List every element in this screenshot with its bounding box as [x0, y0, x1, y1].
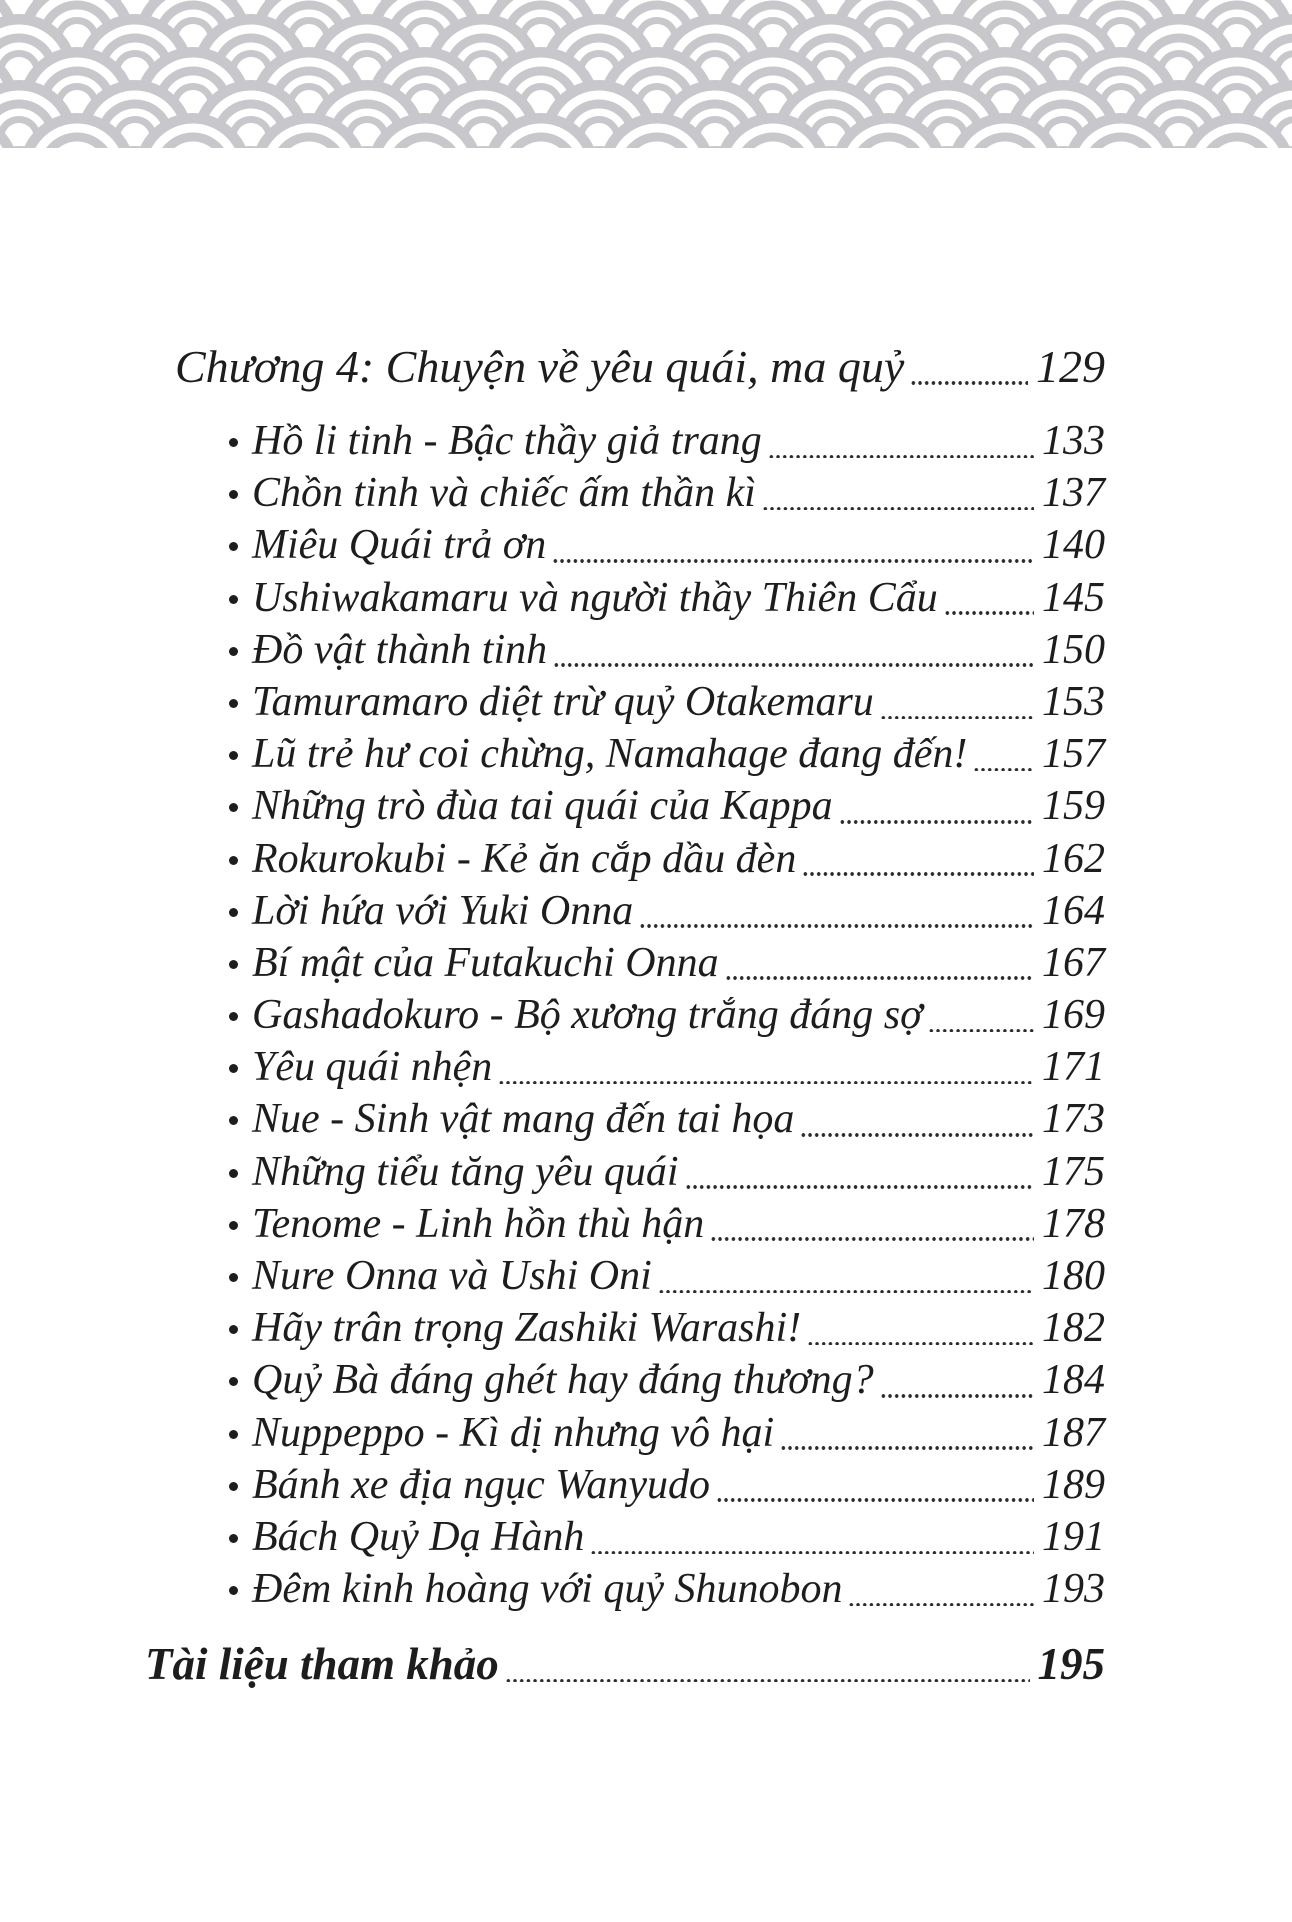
dot-leader [716, 1498, 1034, 1502]
toc-entry-row [145, 989, 1105, 1041]
toc-entry-row [145, 624, 1105, 676]
dot-leader [880, 1394, 1034, 1398]
bullet-icon [229, 542, 238, 551]
entry-page-number: 184 [1042, 1357, 1105, 1404]
dot-leader [910, 381, 1028, 385]
bullet-icon [229, 1221, 238, 1230]
bullet-icon [229, 1430, 238, 1439]
entry-title: Nure Onna và Ushi Oni [252, 1253, 652, 1299]
toc-entry-row [145, 885, 1105, 937]
dot-leader [780, 1446, 1034, 1450]
toc-entry-row [145, 1354, 1105, 1406]
entry-title: Gashadokuro - Bộ xương trắng đáng sợ [252, 992, 923, 1039]
bullet-icon [229, 1534, 238, 1543]
toc-entry-row [145, 1198, 1105, 1250]
chapter-title: Chương 4: Chuyện về yêu quái, ma quỷ [175, 341, 905, 392]
bullet-icon [229, 1169, 238, 1178]
entry-page-number: 171 [1042, 1044, 1105, 1091]
entry-title: Nue - Sinh vật mang đến tai họa [252, 1096, 795, 1143]
dot-leader [800, 1133, 1034, 1137]
dot-leader [590, 1551, 1034, 1555]
dot-leader [553, 663, 1034, 667]
dot-leader [552, 559, 1034, 563]
toc-entry-row [145, 1093, 1105, 1145]
entry-title: Tamuramaro diệt trừ quỷ Otakemaru [252, 678, 874, 725]
entry-page-number: 150 [1042, 626, 1105, 673]
toc-entry-row [145, 1459, 1105, 1511]
entry-title: Bánh xe địa ngục Wanyudo [252, 1461, 711, 1508]
entry-page-number: 193 [1042, 1566, 1105, 1613]
entry-page-number: 133 [1042, 418, 1105, 464]
entry-page-number: 159 [1042, 783, 1105, 830]
entry-title: Hãy trân trọng Zashiki Warashi! [252, 1305, 802, 1352]
toc-entry-row [145, 780, 1105, 832]
entry-title: Hồ li tinh - Bậc thầy giả trang [252, 418, 762, 464]
entry-title: Đồ vật thành tinh [252, 626, 548, 673]
dot-leader [802, 872, 1034, 876]
entry-title: Quỷ Bà đáng ghét hay đáng thương? [252, 1357, 874, 1404]
bullet-icon [229, 803, 238, 812]
bullet-icon [229, 1012, 238, 1021]
entry-page-number: 173 [1042, 1096, 1105, 1143]
bullet-icon [229, 1116, 238, 1125]
entry-title: Đêm kinh hoàng với quỷ Shunobon [252, 1566, 843, 1613]
bullet-icon [229, 647, 238, 656]
bullet-icon [229, 595, 238, 604]
dot-leader [839, 820, 1034, 824]
dot-leader [807, 1342, 1034, 1346]
dot-leader [685, 1185, 1034, 1189]
entry-page-number: 157 [1042, 731, 1105, 778]
dot-leader [710, 1237, 1034, 1241]
reference-page-number: 195 [1037, 1639, 1105, 1690]
entry-title: Những tiểu tăng yêu quái [252, 1148, 679, 1195]
bullet-icon [229, 1273, 238, 1282]
bullet-icon [229, 1377, 238, 1386]
entry-page-number: 140 [1042, 522, 1105, 569]
seigaiha-wave-pattern [0, 0, 1292, 148]
entry-page-number: 167 [1042, 939, 1105, 986]
bullet-icon [229, 856, 238, 865]
dot-leader [973, 768, 1034, 772]
entry-title: Nuppeppo - Kì dị nhưng vô hại [252, 1409, 775, 1456]
entry-page-number: 178 [1042, 1200, 1105, 1247]
toc-entry-row [145, 937, 1105, 989]
table-of-contents [145, 341, 1105, 1690]
entry-page-number: 189 [1042, 1461, 1105, 1508]
toc-entry-row [145, 519, 1105, 571]
entry-page-number: 180 [1042, 1253, 1105, 1299]
dot-leader [928, 1029, 1034, 1033]
entry-title: Lời hứa với Yuki Onna [252, 887, 634, 934]
entry-page-number: 164 [1042, 887, 1105, 934]
entry-title: Những trò đùa tai quái của Kappa [252, 783, 833, 830]
entry-page-number: 175 [1042, 1148, 1105, 1195]
dot-leader [944, 611, 1034, 615]
dot-leader [848, 1603, 1034, 1607]
toc-entry-row [145, 833, 1105, 885]
entry-title: Yêu quái nhện [252, 1044, 493, 1091]
toc-chapter-row [175, 341, 1105, 393]
bullet-icon [229, 751, 238, 760]
toc-entry-row [145, 1511, 1105, 1563]
reference-title: Tài liệu tham khảo [145, 1639, 499, 1690]
entry-page-number: 153 [1042, 678, 1105, 725]
entry-title: Rokurokubi - Kẻ ăn cắp dầu đèn [252, 835, 797, 882]
toc-entry-row [145, 415, 1105, 467]
entry-title: Ushiwakamaru và người thầy Thiên Cẩu [252, 574, 938, 621]
dot-leader [498, 1081, 1034, 1085]
toc-entry-row [145, 728, 1105, 780]
toc-entry-row [145, 1407, 1105, 1459]
entry-page-number: 182 [1042, 1305, 1105, 1352]
entry-page-number: 169 [1042, 992, 1105, 1039]
toc-entry-row [145, 1041, 1105, 1093]
dot-leader [639, 924, 1034, 928]
chapter-page-number: 129 [1036, 341, 1105, 392]
bullet-icon [229, 438, 238, 447]
dot-leader [768, 455, 1034, 459]
entry-title: Chồn tinh và chiếc ấm thần kì [252, 470, 756, 517]
bullet-icon [229, 1482, 238, 1491]
dot-leader [658, 1290, 1034, 1294]
entry-title: Lũ trẻ hư coi chừng, Namahage đang đến! [252, 731, 968, 778]
entry-page-number: 191 [1042, 1513, 1105, 1560]
toc-entry-row [145, 1250, 1105, 1302]
entry-page-number: 137 [1042, 470, 1105, 517]
bullet-icon [229, 1325, 238, 1334]
dot-leader [880, 716, 1034, 720]
dot-leader [725, 976, 1034, 980]
bullet-icon [229, 490, 238, 499]
bullet-icon [229, 1586, 238, 1595]
dot-leader [762, 507, 1034, 511]
dot-leader [505, 1679, 1030, 1683]
bullet-icon [229, 908, 238, 917]
toc-entry-row [145, 467, 1105, 519]
toc-entry-list [145, 415, 1105, 1615]
entry-title: Bách Quỷ Dạ Hành [252, 1513, 585, 1560]
bullet-icon [229, 1064, 238, 1073]
bullet-icon [229, 960, 238, 969]
entry-page-number: 187 [1042, 1409, 1105, 1456]
entry-title: Tenome - Linh hồn thù hận [252, 1200, 705, 1247]
bullet-icon [229, 699, 238, 708]
toc-entry-row [145, 1563, 1105, 1615]
toc-entry-row [145, 1146, 1105, 1198]
entry-title: Bí mật của Futakuchi Onna [252, 939, 719, 986]
entry-page-number: 145 [1042, 574, 1105, 621]
toc-reference-row [145, 1638, 1105, 1690]
toc-entry-row [145, 676, 1105, 728]
toc-entry-row [145, 572, 1105, 624]
toc-entry-row [145, 1302, 1105, 1354]
entry-page-number: 162 [1042, 835, 1105, 882]
entry-title: Miêu Quái trả ơn [252, 522, 547, 569]
